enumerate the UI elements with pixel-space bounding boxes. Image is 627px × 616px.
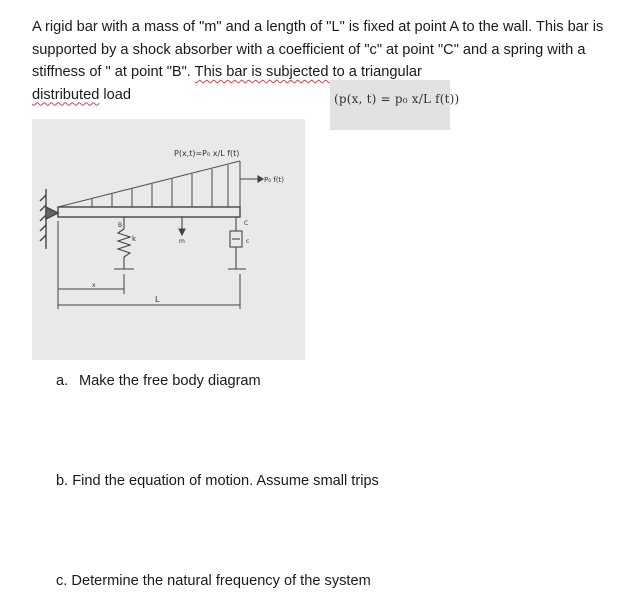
wall-support: [40, 189, 58, 249]
problem-text-3: load: [99, 86, 131, 103]
question-b: [56, 473, 379, 489]
question-b-text: Find the equation of motion. Assume small trips: [72, 473, 379, 489]
load-formula-image: [330, 80, 460, 130]
force-arrow: [240, 176, 263, 182]
question-c-text: Determine the natural frequency of the system: [71, 573, 371, 589]
point-b-label: B: [118, 222, 123, 229]
mass-label: m: [179, 238, 185, 245]
dim-x-label: x: [92, 282, 96, 289]
problem-text-1: A rigid bar with a mass of "m" and a length of "L" is fixed at point A to the wall. This bar is supported by a shock absorber with a coefficient of "c" at point "C" and a spring with a stiffness of " at point "B".: [32, 19, 604, 80]
dim-l-label: L: [155, 295, 160, 304]
problem-underlined-1: This bar is subjected to: [194, 64, 345, 80]
beam-sketch-photo: [32, 119, 305, 360]
load-equation-label: P(x,t)=P₀ x/L f(t): [174, 149, 240, 158]
force-label: P₀ f(t): [264, 176, 284, 184]
gravity-arrow: [179, 217, 185, 235]
spring: [114, 217, 134, 269]
triangular-load: [58, 161, 240, 207]
problem-text-2: a triangular: [344, 64, 422, 80]
question-a-text: Make the free body diagram: [79, 373, 261, 389]
question-c: [56, 573, 371, 589]
question-c-label: c.: [56, 573, 68, 589]
load-formula: (p(x, t) = p₀ x/L f(t)): [334, 92, 460, 106]
damper-c-label: c: [246, 238, 250, 245]
rigid-bar: [58, 207, 240, 217]
spring-k-label: k: [132, 235, 137, 243]
point-c-label: C: [244, 220, 249, 227]
problem-statement: [32, 16, 604, 106]
question-a-label: a.: [56, 373, 69, 389]
dimension-lines: [58, 221, 240, 309]
problem-underlined-2: distributed: [32, 86, 100, 103]
beam-diagram: [32, 119, 305, 360]
question-a: [56, 373, 261, 389]
question-b-label: b.: [56, 473, 69, 489]
